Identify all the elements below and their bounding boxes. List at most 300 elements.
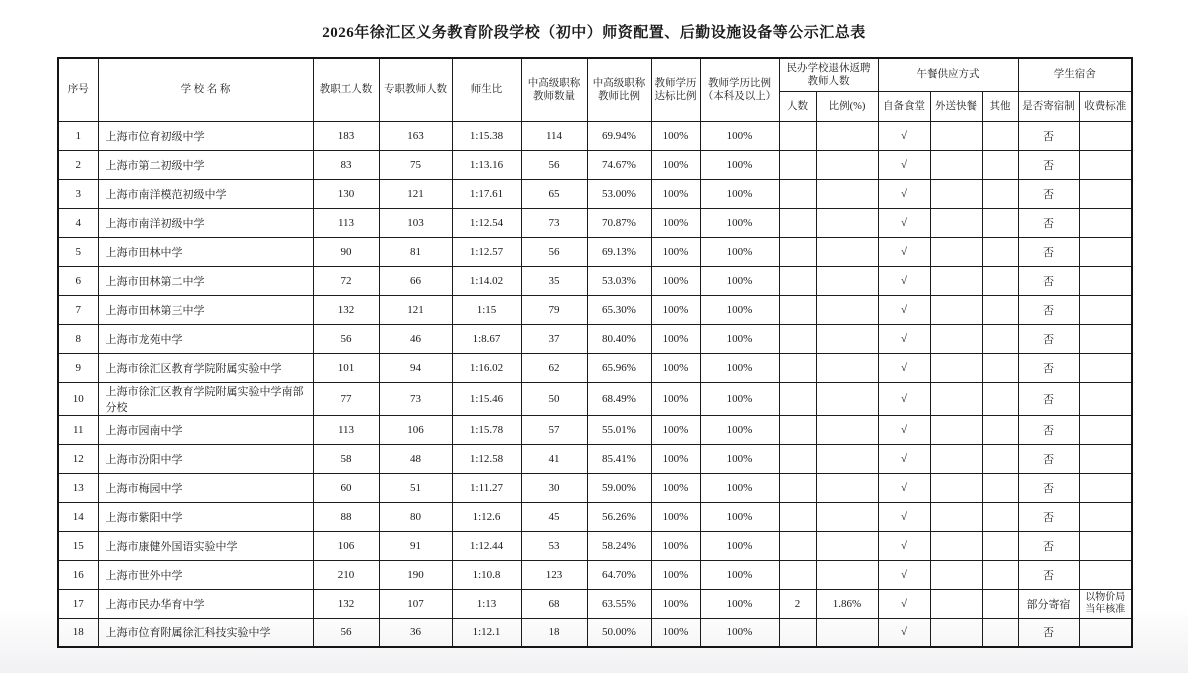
cell-fee-standard: [1079, 295, 1132, 324]
cell-retired-rehired-count: [779, 618, 816, 647]
cell-school-name: 上海市徐汇区教育学院附属实验中学南部分校: [98, 382, 313, 415]
cell-boarding-status: 否: [1018, 150, 1079, 179]
cell-edu-bachelor-ratio: 100%: [700, 237, 779, 266]
cell-edu-standard-ratio: 100%: [651, 266, 700, 295]
col-header-seq: 序号: [58, 58, 98, 121]
page-title: 2026年徐汇区义务教育阶段学校（初中）师资配置、后勤设施设备等公示汇总表: [322, 25, 866, 41]
cell-school-name: 上海市龙苑中学: [98, 324, 313, 353]
cell-boarding-status: 否: [1018, 444, 1079, 473]
cell-staff-count: 60: [313, 473, 379, 502]
cell-other-supply: [982, 531, 1018, 560]
cell-senior-title-count: 56: [521, 150, 587, 179]
cell-delivered-meal: [930, 208, 982, 237]
cell-delivered-meal: [930, 179, 982, 208]
cell-other-supply: [982, 150, 1018, 179]
cell-delivered-meal: [930, 353, 982, 382]
cell-retired-rehired-count: [779, 121, 816, 150]
col-group-private-rehired: 民办学校退休返聘教师人数: [779, 58, 878, 91]
cell-boarding-status: 否: [1018, 121, 1079, 150]
cell-retired-rehired-count: [779, 208, 816, 237]
cell-delivered-meal: [930, 444, 982, 473]
cell-edu-standard-ratio: 100%: [651, 444, 700, 473]
cell-edu-bachelor-ratio: 100%: [700, 266, 779, 295]
cell-school-name: 上海市徐汇区教育学院附属实验中学: [98, 353, 313, 382]
cell-staff-count: 130: [313, 179, 379, 208]
cell-senior-title-ratio: 63.55%: [587, 589, 651, 618]
cell-other-supply: [982, 589, 1018, 618]
table-row: [58, 208, 1132, 237]
cell-staff-count: 88: [313, 502, 379, 531]
cell-staff-count: 77: [313, 382, 379, 415]
cell-edu-bachelor-ratio: 100%: [700, 179, 779, 208]
cell-edu-bachelor-ratio: 100%: [700, 589, 779, 618]
cell-boarding-status: 否: [1018, 415, 1079, 444]
cell-school-name: 上海市世外中学: [98, 560, 313, 589]
cell-edu-standard-ratio: 100%: [651, 618, 700, 647]
cell-school-name: 上海市园南中学: [98, 415, 313, 444]
cell-fulltime-teacher-count: 103: [379, 208, 452, 237]
cell-school-name: 上海市南洋初级中学: [98, 208, 313, 237]
cell-retired-rehired-count: [779, 150, 816, 179]
cell-staff-count: 106: [313, 531, 379, 560]
cell-other-supply: [982, 208, 1018, 237]
col-header-ratio: 师生比: [452, 58, 521, 121]
cell-school-name: 上海市田林中学: [98, 237, 313, 266]
cell-other-supply: [982, 266, 1018, 295]
cell-retired-rehired-ratio: [816, 237, 878, 266]
cell-fulltime-teacher-count: 163: [379, 121, 452, 150]
cell-edu-bachelor-ratio: 100%: [700, 473, 779, 502]
table-row: [58, 473, 1132, 502]
cell-edu-standard-ratio: 100%: [651, 208, 700, 237]
table-row: [58, 295, 1132, 324]
cell-seq: 2: [58, 150, 98, 179]
cell-boarding-status: 否: [1018, 531, 1079, 560]
cell-fee-standard: [1079, 324, 1132, 353]
cell-fee-standard: [1079, 150, 1132, 179]
cell-retired-rehired-ratio: [816, 382, 878, 415]
cell-delivered-meal: [930, 502, 982, 531]
cell-school-name: 上海市南洋模范初级中学: [98, 179, 313, 208]
cell-edu-standard-ratio: 100%: [651, 589, 700, 618]
cell-delivered-meal: [930, 237, 982, 266]
col-header-edu-bachelor: 教师学历比例（本科及以上）: [700, 58, 779, 121]
cell-own-canteen: √: [878, 179, 930, 208]
cell-retired-rehired-ratio: [816, 324, 878, 353]
cell-teacher-student-ratio: 1:13: [452, 589, 521, 618]
cell-boarding-status: 否: [1018, 382, 1079, 415]
cell-senior-title-count: 18: [521, 618, 587, 647]
cell-retired-rehired-ratio: [816, 179, 878, 208]
cell-staff-count: 210: [313, 560, 379, 589]
cell-staff-count: 90: [313, 237, 379, 266]
cell-other-supply: [982, 415, 1018, 444]
table-row: [58, 560, 1132, 589]
cell-fulltime-teacher-count: 121: [379, 179, 452, 208]
cell-fee-standard: [1079, 502, 1132, 531]
col-header-senior-count: 中高级职称教师数量: [521, 58, 587, 121]
cell-teacher-student-ratio: 1:12.6: [452, 502, 521, 531]
cell-retired-rehired-count: [779, 502, 816, 531]
cell-senior-title-count: 30: [521, 473, 587, 502]
col-header-own-canteen: 自备食堂: [878, 91, 930, 121]
header-row-groups: [58, 58, 1132, 91]
cell-own-canteen: √: [878, 618, 930, 647]
cell-retired-rehired-count: [779, 415, 816, 444]
cell-delivered-meal: [930, 324, 982, 353]
cell-fulltime-teacher-count: 106: [379, 415, 452, 444]
cell-own-canteen: √: [878, 353, 930, 382]
cell-seq: 8: [58, 324, 98, 353]
cell-retired-rehired-ratio: [816, 266, 878, 295]
cell-seq: 17: [58, 589, 98, 618]
cell-other-supply: [982, 502, 1018, 531]
cell-fulltime-teacher-count: 81: [379, 237, 452, 266]
cell-seq: 7: [58, 295, 98, 324]
cell-fee-standard: [1079, 382, 1132, 415]
cell-seq: 18: [58, 618, 98, 647]
col-header-other: 其他: [982, 91, 1018, 121]
cell-fulltime-teacher-count: 80: [379, 502, 452, 531]
cell-staff-count: 72: [313, 266, 379, 295]
cell-own-canteen: √: [878, 382, 930, 415]
cell-fee-standard: [1079, 237, 1132, 266]
cell-other-supply: [982, 179, 1018, 208]
cell-seq: 4: [58, 208, 98, 237]
cell-retired-rehired-count: [779, 295, 816, 324]
cell-school-name: 上海市田林第二中学: [98, 266, 313, 295]
col-header-private-ratio: 比例(%): [816, 91, 878, 121]
cell-staff-count: 56: [313, 324, 379, 353]
cell-retired-rehired-count: [779, 444, 816, 473]
col-header-fee: 收费标准: [1079, 91, 1132, 121]
cell-own-canteen: √: [878, 560, 930, 589]
cell-teacher-student-ratio: 1:15: [452, 295, 521, 324]
cell-seq: 3: [58, 179, 98, 208]
cell-retired-rehired-ratio: [816, 618, 878, 647]
cell-retired-rehired-ratio: [816, 560, 878, 589]
cell-seq: 9: [58, 353, 98, 382]
cell-retired-rehired-count: [779, 560, 816, 589]
cell-school-name: 上海市民办华育中学: [98, 589, 313, 618]
cell-fee-standard: [1079, 531, 1132, 560]
col-header-senior-ratio: 中高级职称教师比例: [587, 58, 651, 121]
cell-delivered-meal: [930, 560, 982, 589]
cell-boarding-status: 否: [1018, 295, 1079, 324]
cell-school-name: 上海市康健外国语实验中学: [98, 531, 313, 560]
cell-fulltime-teacher-count: 190: [379, 560, 452, 589]
cell-senior-title-ratio: 65.30%: [587, 295, 651, 324]
cell-teacher-student-ratio: 1:12.44: [452, 531, 521, 560]
cell-retired-rehired-count: 2: [779, 589, 816, 618]
cell-staff-count: 83: [313, 150, 379, 179]
cell-own-canteen: √: [878, 502, 930, 531]
cell-seq: 10: [58, 382, 98, 415]
cell-senior-title-ratio: 69.13%: [587, 237, 651, 266]
cell-fulltime-teacher-count: 121: [379, 295, 452, 324]
cell-edu-standard-ratio: 100%: [651, 295, 700, 324]
table-row: [58, 237, 1132, 266]
cell-school-name: 上海市汾阳中学: [98, 444, 313, 473]
cell-fulltime-teacher-count: 91: [379, 531, 452, 560]
col-header-delivered-meal: 外送快餐: [930, 91, 982, 121]
cell-fulltime-teacher-count: 75: [379, 150, 452, 179]
cell-own-canteen: √: [878, 295, 930, 324]
cell-fee-standard: [1079, 266, 1132, 295]
cell-edu-standard-ratio: 100%: [651, 502, 700, 531]
cell-school-name: 上海市第二初级中学: [98, 150, 313, 179]
cell-senior-title-ratio: 64.70%: [587, 560, 651, 589]
cell-senior-title-ratio: 56.26%: [587, 502, 651, 531]
cell-retired-rehired-count: [779, 237, 816, 266]
cell-senior-title-ratio: 65.96%: [587, 353, 651, 382]
cell-seq: 16: [58, 560, 98, 589]
cell-teacher-student-ratio: 1:12.58: [452, 444, 521, 473]
cell-delivered-meal: [930, 618, 982, 647]
cell-delivered-meal: [930, 266, 982, 295]
cell-edu-bachelor-ratio: 100%: [700, 121, 779, 150]
table-row: [58, 179, 1132, 208]
cell-edu-bachelor-ratio: 100%: [700, 618, 779, 647]
table-body: [58, 121, 1132, 647]
cell-fee-standard: [1079, 208, 1132, 237]
cell-fee-standard: [1079, 618, 1132, 647]
cell-teacher-student-ratio: 1:16.02: [452, 353, 521, 382]
cell-edu-standard-ratio: 100%: [651, 121, 700, 150]
cell-senior-title-count: 68: [521, 589, 587, 618]
cell-retired-rehired-ratio: [816, 502, 878, 531]
cell-retired-rehired-count: [779, 266, 816, 295]
cell-fee-standard: [1079, 179, 1132, 208]
cell-senior-title-ratio: 50.00%: [587, 618, 651, 647]
cell-edu-bachelor-ratio: 100%: [700, 208, 779, 237]
cell-staff-count: 56: [313, 618, 379, 647]
cell-teacher-student-ratio: 1:14.02: [452, 266, 521, 295]
table-row: [58, 444, 1132, 473]
cell-school-name: 上海市位育附属徐汇科技实验中学: [98, 618, 313, 647]
cell-other-supply: [982, 353, 1018, 382]
cell-staff-count: 58: [313, 444, 379, 473]
cell-boarding-status: 否: [1018, 266, 1079, 295]
cell-own-canteen: √: [878, 473, 930, 502]
col-header-boarding: 是否寄宿制: [1018, 91, 1079, 121]
col-group-student-dorm: 学生宿舍: [1018, 58, 1132, 91]
cell-fee-standard: 以物价局当年核准: [1079, 589, 1132, 618]
cell-edu-standard-ratio: 100%: [651, 150, 700, 179]
cell-own-canteen: √: [878, 531, 930, 560]
table-header: [58, 58, 1132, 121]
cell-senior-title-count: 35: [521, 266, 587, 295]
cell-own-canteen: √: [878, 121, 930, 150]
cell-seq: 11: [58, 415, 98, 444]
cell-senior-title-count: 79: [521, 295, 587, 324]
cell-senior-title-count: 41: [521, 444, 587, 473]
cell-teacher-student-ratio: 1:13.16: [452, 150, 521, 179]
cell-senior-title-count: 50: [521, 382, 587, 415]
cell-edu-bachelor-ratio: 100%: [700, 382, 779, 415]
cell-teacher-student-ratio: 1:10.8: [452, 560, 521, 589]
cell-other-supply: [982, 121, 1018, 150]
cell-fulltime-teacher-count: 36: [379, 618, 452, 647]
col-header-fulltime: 专职教师人数: [379, 58, 452, 121]
cell-seq: 1: [58, 121, 98, 150]
cell-senior-title-count: 37: [521, 324, 587, 353]
cell-fee-standard: [1079, 473, 1132, 502]
cell-staff-count: 113: [313, 415, 379, 444]
cell-edu-bachelor-ratio: 100%: [700, 150, 779, 179]
cell-teacher-student-ratio: 1:15.78: [452, 415, 521, 444]
cell-edu-standard-ratio: 100%: [651, 382, 700, 415]
col-header-school: 学 校 名 称: [98, 58, 313, 121]
cell-boarding-status: 否: [1018, 618, 1079, 647]
cell-seq: 15: [58, 531, 98, 560]
cell-own-canteen: √: [878, 150, 930, 179]
cell-boarding-status: 否: [1018, 324, 1079, 353]
cell-edu-standard-ratio: 100%: [651, 560, 700, 589]
cell-boarding-status: 否: [1018, 502, 1079, 531]
cell-senior-title-ratio: 53.03%: [587, 266, 651, 295]
table-row: [58, 589, 1132, 618]
cell-senior-title-count: 114: [521, 121, 587, 150]
table-row: [58, 150, 1132, 179]
cell-senior-title-count: 57: [521, 415, 587, 444]
cell-retired-rehired-ratio: [816, 353, 878, 382]
cell-staff-count: 132: [313, 295, 379, 324]
cell-retired-rehired-count: [779, 324, 816, 353]
cell-senior-title-count: 73: [521, 208, 587, 237]
cell-retired-rehired-ratio: [816, 415, 878, 444]
cell-school-name: 上海市紫阳中学: [98, 502, 313, 531]
cell-teacher-student-ratio: 1:15.38: [452, 121, 521, 150]
cell-fulltime-teacher-count: 94: [379, 353, 452, 382]
cell-other-supply: [982, 618, 1018, 647]
cell-retired-rehired-ratio: [816, 531, 878, 560]
cell-seq: 12: [58, 444, 98, 473]
cell-delivered-meal: [930, 121, 982, 150]
cell-edu-standard-ratio: 100%: [651, 324, 700, 353]
cell-retired-rehired-ratio: [816, 150, 878, 179]
col-header-private-count: 人数: [779, 91, 816, 121]
col-header-edu-standard: 教师学历达标比例: [651, 58, 700, 121]
table-row: [58, 531, 1132, 560]
cell-other-supply: [982, 560, 1018, 589]
cell-staff-count: 132: [313, 589, 379, 618]
cell-boarding-status: 部分寄宿: [1018, 589, 1079, 618]
cell-edu-standard-ratio: 100%: [651, 531, 700, 560]
cell-senior-title-count: 53: [521, 531, 587, 560]
cell-retired-rehired-count: [779, 531, 816, 560]
cell-seq: 6: [58, 266, 98, 295]
cell-own-canteen: √: [878, 266, 930, 295]
cell-school-name: 上海市位育初级中学: [98, 121, 313, 150]
cell-seq: 5: [58, 237, 98, 266]
cell-fulltime-teacher-count: 66: [379, 266, 452, 295]
cell-edu-standard-ratio: 100%: [651, 237, 700, 266]
cell-retired-rehired-ratio: [816, 208, 878, 237]
cell-teacher-student-ratio: 1:12.1: [452, 618, 521, 647]
cell-boarding-status: 否: [1018, 208, 1079, 237]
cell-retired-rehired-count: [779, 353, 816, 382]
table-row: [58, 415, 1132, 444]
cell-staff-count: 113: [313, 208, 379, 237]
cell-teacher-student-ratio: 1:8.67: [452, 324, 521, 353]
cell-delivered-meal: [930, 589, 982, 618]
cell-staff-count: 183: [313, 121, 379, 150]
cell-senior-title-ratio: 59.00%: [587, 473, 651, 502]
cell-fee-standard: [1079, 560, 1132, 589]
cell-edu-standard-ratio: 100%: [651, 179, 700, 208]
cell-edu-bachelor-ratio: 100%: [700, 324, 779, 353]
cell-teacher-student-ratio: 1:12.54: [452, 208, 521, 237]
cell-own-canteen: √: [878, 444, 930, 473]
cell-fee-standard: [1079, 444, 1132, 473]
cell-own-canteen: √: [878, 208, 930, 237]
cell-boarding-status: 否: [1018, 473, 1079, 502]
cell-edu-bachelor-ratio: 100%: [700, 502, 779, 531]
col-header-staff: 教职工人数: [313, 58, 379, 121]
cell-edu-bachelor-ratio: 100%: [700, 531, 779, 560]
cell-teacher-student-ratio: 1:17.61: [452, 179, 521, 208]
cell-senior-title-ratio: 85.41%: [587, 444, 651, 473]
cell-edu-bachelor-ratio: 100%: [700, 444, 779, 473]
cell-senior-title-count: 45: [521, 502, 587, 531]
cell-edu-bachelor-ratio: 100%: [700, 560, 779, 589]
cell-other-supply: [982, 295, 1018, 324]
cell-fulltime-teacher-count: 48: [379, 444, 452, 473]
cell-fulltime-teacher-count: 107: [379, 589, 452, 618]
cell-edu-bachelor-ratio: 100%: [700, 353, 779, 382]
cell-delivered-meal: [930, 295, 982, 324]
cell-other-supply: [982, 324, 1018, 353]
cell-senior-title-count: 56: [521, 237, 587, 266]
cell-other-supply: [982, 473, 1018, 502]
cell-retired-rehired-count: [779, 382, 816, 415]
cell-delivered-meal: [930, 150, 982, 179]
cell-other-supply: [982, 237, 1018, 266]
cell-school-name: 上海市田林第三中学: [98, 295, 313, 324]
cell-senior-title-count: 123: [521, 560, 587, 589]
cell-senior-title-count: 65: [521, 179, 587, 208]
table-row: [58, 121, 1132, 150]
cell-boarding-status: 否: [1018, 179, 1079, 208]
cell-senior-title-ratio: 70.87%: [587, 208, 651, 237]
cell-boarding-status: 否: [1018, 560, 1079, 589]
cell-senior-title-ratio: 80.40%: [587, 324, 651, 353]
cell-delivered-meal: [930, 415, 982, 444]
cell-retired-rehired-count: [779, 473, 816, 502]
cell-retired-rehired-ratio: [816, 444, 878, 473]
cell-teacher-student-ratio: 1:15.46: [452, 382, 521, 415]
cell-fulltime-teacher-count: 51: [379, 473, 452, 502]
cell-edu-standard-ratio: 100%: [651, 415, 700, 444]
cell-senior-title-ratio: 74.67%: [587, 150, 651, 179]
cell-teacher-student-ratio: 1:12.57: [452, 237, 521, 266]
cell-fee-standard: [1079, 353, 1132, 382]
cell-fee-standard: [1079, 415, 1132, 444]
table-row: [58, 618, 1132, 647]
cell-own-canteen: √: [878, 324, 930, 353]
cell-fulltime-teacher-count: 46: [379, 324, 452, 353]
table-row: [58, 382, 1132, 415]
table-row: [58, 502, 1132, 531]
cell-edu-standard-ratio: 100%: [651, 353, 700, 382]
table-row: [58, 266, 1132, 295]
cell-retired-rehired-ratio: [816, 473, 878, 502]
cell-boarding-status: 否: [1018, 237, 1079, 266]
cell-edu-bachelor-ratio: 100%: [700, 415, 779, 444]
cell-edu-bachelor-ratio: 100%: [700, 295, 779, 324]
cell-retired-rehired-ratio: [816, 295, 878, 324]
